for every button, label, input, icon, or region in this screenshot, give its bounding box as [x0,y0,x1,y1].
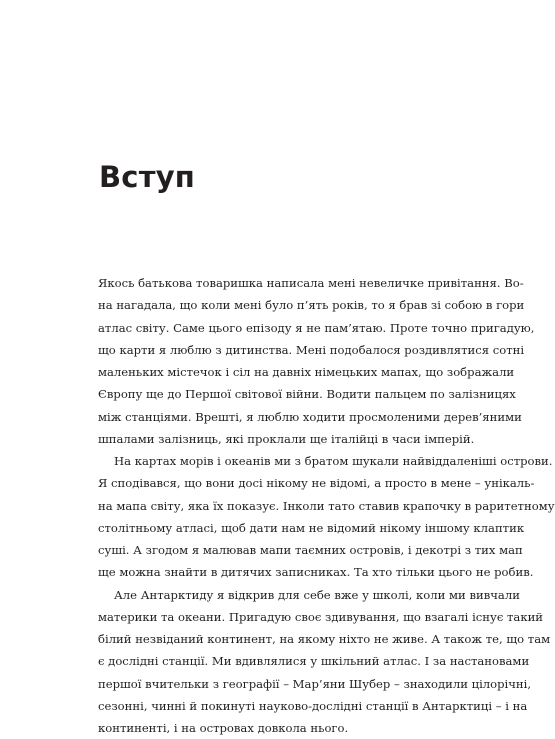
chapter-title: Вступ [99,160,196,194]
paragraph-line: на мапа світу, яка їх показує. Інколи тато ставив крапочку в раритетному [98,498,555,513]
paragraph-line: Якось батькова товаришка написала мені невеличке привітання. Во- [98,276,524,290]
paragraph-line: атлас світу. Саме цього епізоду я не пам’ятаю. Проте точно пригадую, [98,320,535,335]
paragraph-line: між станціями. Врешті, я люблю ходити просмоленими дерев’яними [98,409,522,424]
paragraph-line: столітньому атласі, щоб дати нам не відомий нікому іншому клаптик [98,520,525,535]
paragraph-line: шпалами залізниць, які проклали ще італійці в часи імперій. [98,431,475,446]
paragraph-line: Європу ще до Першої світової війни. Водити пальцем по залізницях [98,387,516,402]
paragraph-line: що карти я люблю з дитинства. Мені подобалося роздивлятися сотні [98,342,525,357]
paragraph-line: континенті, і на островах довкола нього. [98,721,349,735]
paragraph-line: на нагадала, що коли мені було п’ять років, то я брав зі собою в гори [98,298,525,313]
body-text [98,272,555,739]
paragraph-line: білий незвіданий континент, на якому ніхто не живе. А також те, що там [98,632,551,646]
paragraph-line: На картах морів і океанів ми з братом шукали найвіддаленіші острови. [114,454,553,468]
paragraph-line: сезонні, чинні й покинуті науково-дослідні станції в Антарктиці – і на [98,698,528,713]
paragraph-line: Але Антарктиду я відкрив для себе вже у школі, коли ми вивчали [114,587,520,602]
paragraph-line: першої вчительки з географії – Мар’яни Шубер – знаходили цілорічні, [98,676,532,691]
paragraph-line: ще можна знайти в дитячих записниках. Та хто тільки цього не робив. [98,565,534,580]
paragraph-line: материки та океани. Пригадую своє здивування, що взагалі існує такий [98,609,544,624]
paragraph-line: Я сподівався, що вони досі нікому не відомі, а просто в мене – унікаль- [98,476,535,491]
paragraph-line: є дослідні станції. Ми вдивлялися у шкільний атлас. І за настановами [98,654,530,669]
paragraph-line: суші. А згодом я малював мапи таємних островів, і декотрі з тих мап [98,543,523,557]
paragraph-line: маленьких містечок і сіл на давніх німецьких мапах, що зображали [98,365,515,379]
